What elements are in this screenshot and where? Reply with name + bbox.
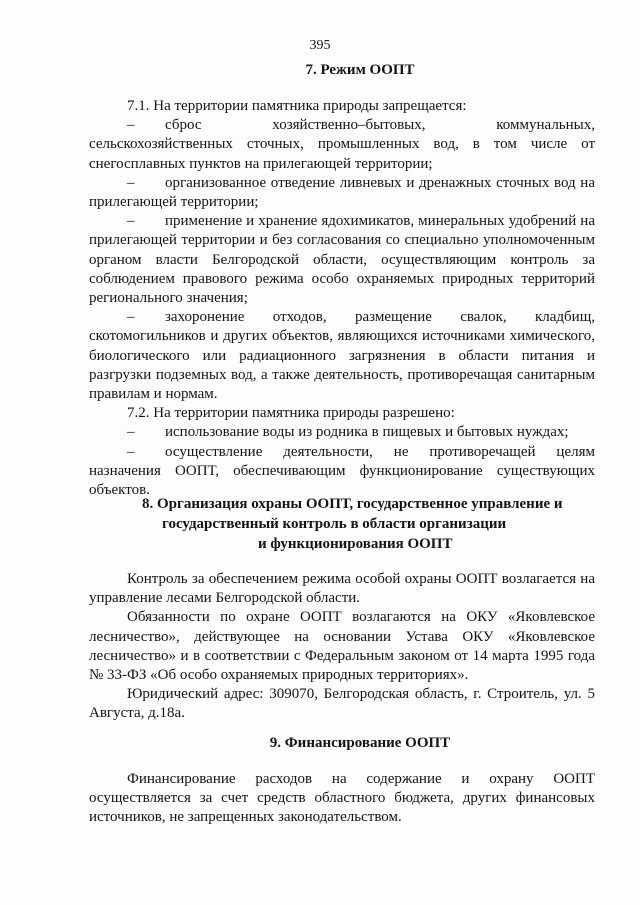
- list-item: – осуществление деятельности, не противоречащей целям назначения ООПТ, обеспечивающим функционирование существующих объектов.: [89, 443, 595, 499]
- section-8-title-line: и функционирования ООПТ: [258, 536, 453, 552]
- paragraph: Контроль за обеспечением режима особой охраны ООПТ возлагается на управление лесами Белгородской области.: [89, 571, 595, 607]
- list-item: – сброс хозяйственно–бытовых, коммунальных, сельскохозяйственных сточных, промышленных вод, в том числе от снегосплавных пунктов на прилегающей территории;: [89, 117, 595, 172]
- paragraph: Обязанности по охране ООПТ возлагаются на ОКУ «Яковлевское лесничество», действующее на основании Устава ОКУ «Яковлевское лесничество» и в соответствии с Федеральным законом от 14 марта 1995 года № 33-ФЗ «Об особо охраняемых природных территориях».: [89, 609, 595, 684]
- section-9-title: 9. Финансирование ООПТ: [269, 735, 451, 751]
- paragraph: Юридический адрес: 309070, Белгородская область, г. Строитель, ул. 5 Августа, д.18а.: [89, 686, 595, 722]
- list-item: – применение и хранение ядохимикатов, минеральных удобрений на прилегающей территории и без согласования со специально уполномоченным органом власти Белгородской области, осуществляющим контроль за соблюдением правового режима особо охраняемых природных территорий регионального значения;: [89, 213, 595, 307]
- dash-marker: –: [127, 443, 135, 460]
- section-7-body: [89, 97, 595, 500]
- dash-marker: –: [127, 309, 135, 326]
- dash-marker: –: [127, 213, 135, 230]
- list-item: – захоронение отходов, размещение свалок, кладбищ, скотомогильников и других объектов, являющихся источниками химического, биологического или радиационного загрязнения в области питания и разгрузки подземных вод, а также деятельность, противоречащая санитарным правилам и нормам.: [89, 309, 595, 403]
- section-7-2-intro: 7.2. На территории памятника природы разрешено:: [127, 405, 455, 422]
- dash-marker: –: [127, 117, 135, 134]
- list-item: – организованное отведение ливневых и дренажных сточных вод на прилегающей территории;: [89, 174, 595, 211]
- section-8-title-line: государственный контроль в области организации: [162, 516, 507, 532]
- list-item: – использование воды из родника в пищевых и бытовых нуждах;: [89, 423, 595, 442]
- dash-marker: –: [127, 424, 135, 441]
- section-8-title-line: 8. Организация охраны ООПТ, государственное управление и: [142, 496, 563, 512]
- paragraph: Финансирование расходов на содержание и охрану ООПТ осуществляется за счет средств областного бюджета, других финансовых источников, не запрещенных законодательством.: [89, 771, 595, 826]
- section-9-body: [89, 770, 595, 828]
- page-number: 395: [309, 38, 331, 53]
- section-7-title: 7. Режим ООПТ: [305, 62, 415, 78]
- section-8-body: [89, 570, 595, 724]
- dash-marker: –: [127, 174, 135, 191]
- section-8-title: [0, 494, 640, 554]
- section-7-1-intro: 7.1. На территории памятника природы запрещается:: [127, 98, 467, 114]
